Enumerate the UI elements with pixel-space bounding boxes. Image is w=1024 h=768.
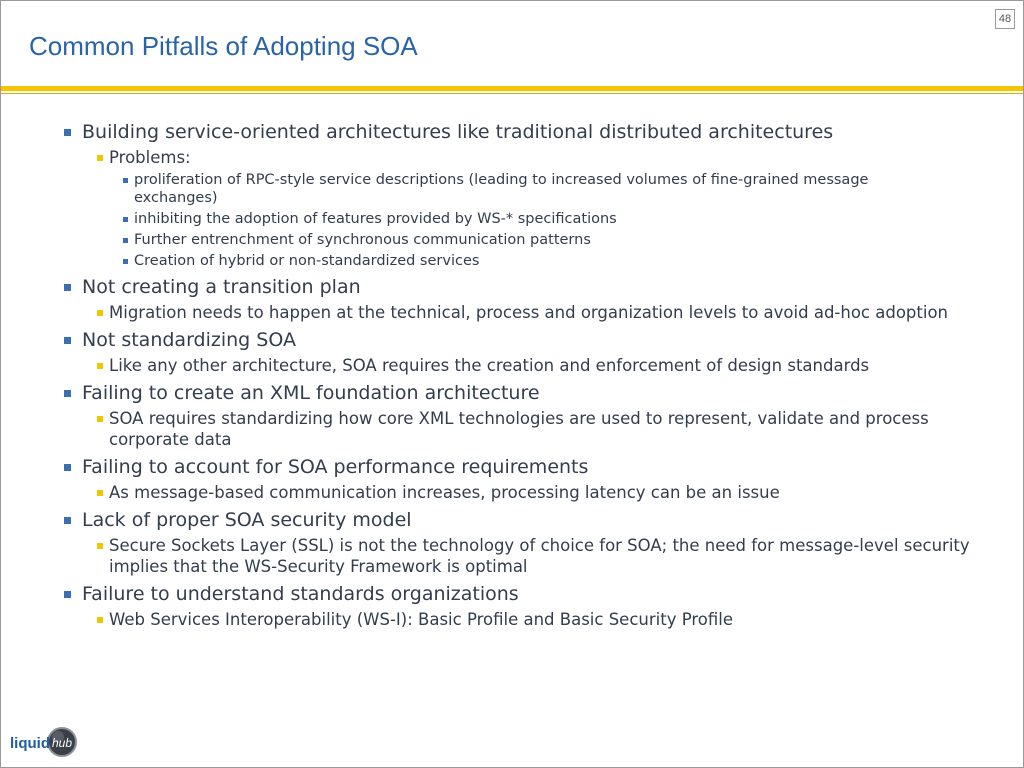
list-item	[1, 454, 1023, 480]
sub-bullet-text: Problems:	[109, 148, 191, 167]
square-bullet-icon	[64, 337, 71, 344]
logo-text-left: liquid	[10, 735, 50, 752]
list-item	[1, 380, 1023, 406]
square-bullet-icon	[64, 390, 71, 397]
square-bullet-icon	[97, 490, 103, 496]
square-bullet-icon	[64, 284, 71, 291]
sub-bullet-text: Secure Sockets Layer (SSL) is not the technology of choice for SOA; the need for message-level security implies that the WS-Security Framework is optimal	[109, 536, 970, 576]
slide-title: Common Pitfalls of Adopting SOA	[29, 31, 418, 61]
sub-sub-list-item	[1, 210, 1023, 228]
sub-list-item	[1, 355, 1023, 376]
square-bullet-icon	[64, 517, 71, 524]
sub-bullet-text: Web Services Interoperability (WS-I): Basic Profile and Basic Security Profile	[109, 610, 734, 629]
list-item	[1, 581, 1023, 607]
sub-sub-list-item	[1, 171, 1023, 207]
square-bullet-icon	[97, 310, 103, 316]
sub-sub-bullet-text: proliferation of RPC-style service descriptions (leading to increased volumes of fine-grained message exchanges)	[134, 172, 869, 206]
sub-list-item	[1, 408, 1023, 450]
title-divider	[1, 86, 1023, 91]
sub-list-item	[1, 482, 1023, 503]
square-bullet-icon	[64, 129, 71, 136]
square-bullet-icon	[97, 363, 103, 369]
square-bullet-icon	[97, 617, 103, 623]
list-item	[1, 327, 1023, 353]
sub-list-item	[1, 609, 1023, 630]
bullet-list	[1, 115, 1023, 630]
square-bullet-icon	[123, 217, 128, 222]
bullet-text: Not standardizing SOA	[82, 329, 296, 351]
sub-bullet-text: As message-based communication increases, processing latency can be an issue	[109, 483, 780, 502]
bullet-text: Failing to account for SOA performance requirements	[82, 456, 589, 478]
list-item	[1, 507, 1023, 533]
sub-sub-bullet-text: Further entrenchment of synchronous communication patterns	[134, 232, 591, 248]
sub-sub-bullet-text: inhibiting the adoption of features provided by WS-* specifications	[134, 211, 617, 227]
square-bullet-icon	[97, 543, 103, 549]
sub-bullet-text: SOA requires standardizing how core XML technologies are used to represent, validate and process corporate data	[109, 409, 929, 449]
sub-list-item	[1, 147, 1023, 168]
square-bullet-icon	[97, 416, 103, 422]
bullet-text: Failing to create an XML foundation architecture	[82, 382, 540, 404]
sub-bullet-text: Like any other architecture, SOA requires the creation and enforcement of design standards	[109, 356, 870, 375]
square-bullet-icon	[64, 464, 71, 471]
square-bullet-icon	[64, 591, 71, 598]
logo-text-right: hub	[52, 736, 73, 750]
square-bullet-icon	[123, 259, 128, 264]
list-item	[1, 119, 1023, 145]
square-bullet-icon	[123, 178, 128, 183]
bullet-text: Failure to understand standards organizations	[82, 583, 519, 605]
sub-sub-list-item	[1, 252, 1023, 270]
sub-list-item	[1, 535, 1023, 577]
bullet-text: Not creating a transition plan	[82, 276, 361, 298]
bullet-text: Lack of proper SOA security model	[82, 509, 412, 531]
sub-bullet-text: Migration needs to happen at the technical, process and organization levels to avoid ad-hoc adoption	[109, 303, 948, 322]
page-number: 48	[995, 9, 1015, 29]
square-bullet-icon	[123, 238, 128, 243]
sub-sub-list-item	[1, 231, 1023, 249]
sub-sub-bullet-text: Creation of hybrid or non-standardized services	[134, 253, 480, 269]
square-bullet-icon	[97, 155, 103, 161]
bullet-text: Building service-oriented architectures like traditional distributed architectures	[82, 121, 834, 143]
sub-list-item	[1, 302, 1023, 323]
liquidhub-logo	[9, 725, 81, 759]
list-item	[1, 274, 1023, 300]
title-divider-thin	[1, 93, 1023, 94]
